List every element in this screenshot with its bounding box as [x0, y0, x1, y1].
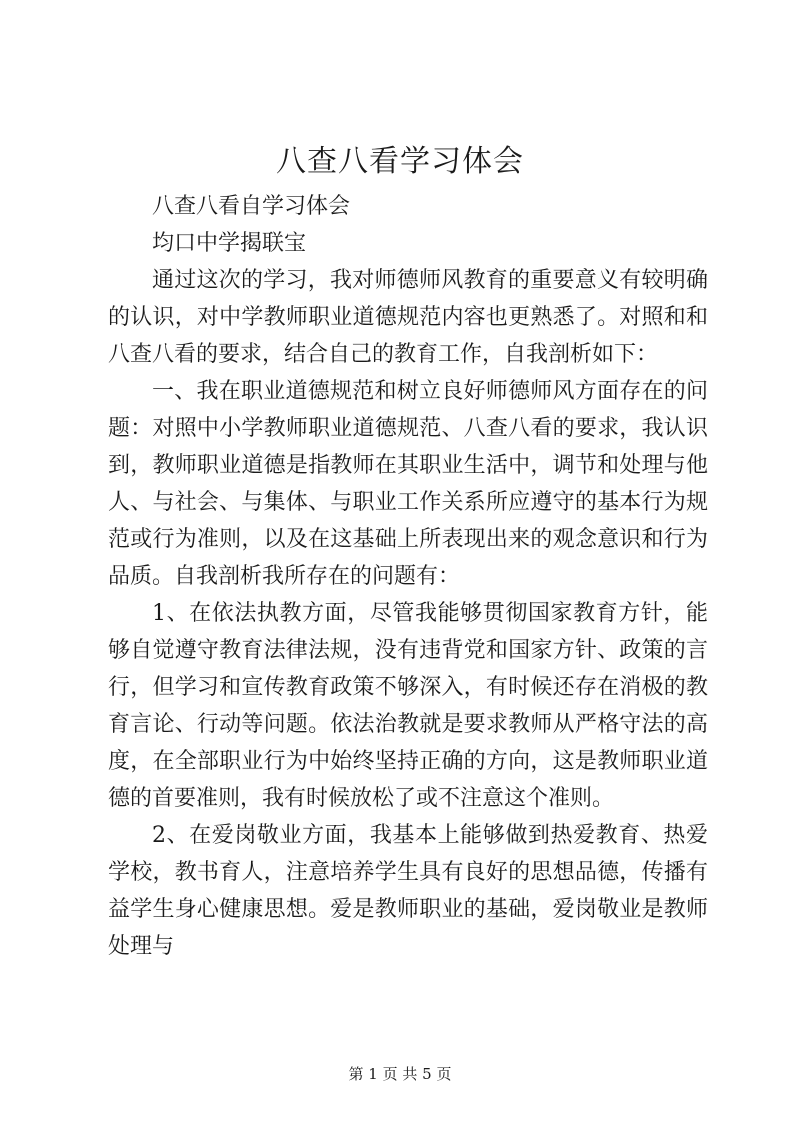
paragraph-item-two: 2、在爱岗敬业方面，我基本上能够做到热爱教育、热爱学校，教书育人，注意培养学生具有良好的思想品德，传播有益学生身心健康思想。爱是教师职业的基础，爱岗敬业是教师处理与: [108, 823, 708, 959]
paragraph-section-one: 一、我在职业道德规范和树立良好师德师风方面存在的问题：对照中小学教师职业道德规范、八查八看的要求，我认识到，教师职业道德是指教师在其职业生活中，调节和处理与他人、与社会、与集体、与职业工作关系所应遵守的基本行为规范或行为准则，以及在这基础上所表现出来的观念意识和行为品质。自我剖析我所存在的问题有：: [108, 379, 708, 589]
document-title: 八查八看学习体会: [276, 144, 524, 179]
paragraph-intro: 通过这次的学习，我对师德师风教育的重要意义有较明确的认识，对中学教师职业道德规范内容也更熟悉了。对照和和八查八看的要求，结合自己的教育工作，自我剖析如下：: [108, 268, 708, 367]
paragraph-subtitle: 八查八看自学习体会: [152, 194, 351, 219]
page-footer: 第 1 页 共 5 页: [348, 1065, 452, 1083]
document-body: [108, 188, 708, 965]
paragraph-item-one: 1、在依法执教方面，尽管我能够贯彻国家教育方针，能够自觉遵守教育法律法规，没有违背党和国家方针、政策的言行，但学习和宣传教育政策不够深入，有时候还存在消极的教育言论、行动等问题。依法治教就是要求教师从严格守法的高度，在全部职业行为中始终坚持正确的方向，这是教师职业道德的首要准则，我有时候放松了或不注意这个准则。: [108, 601, 708, 811]
paragraph-author: 均口中学揭联宝: [152, 231, 307, 256]
